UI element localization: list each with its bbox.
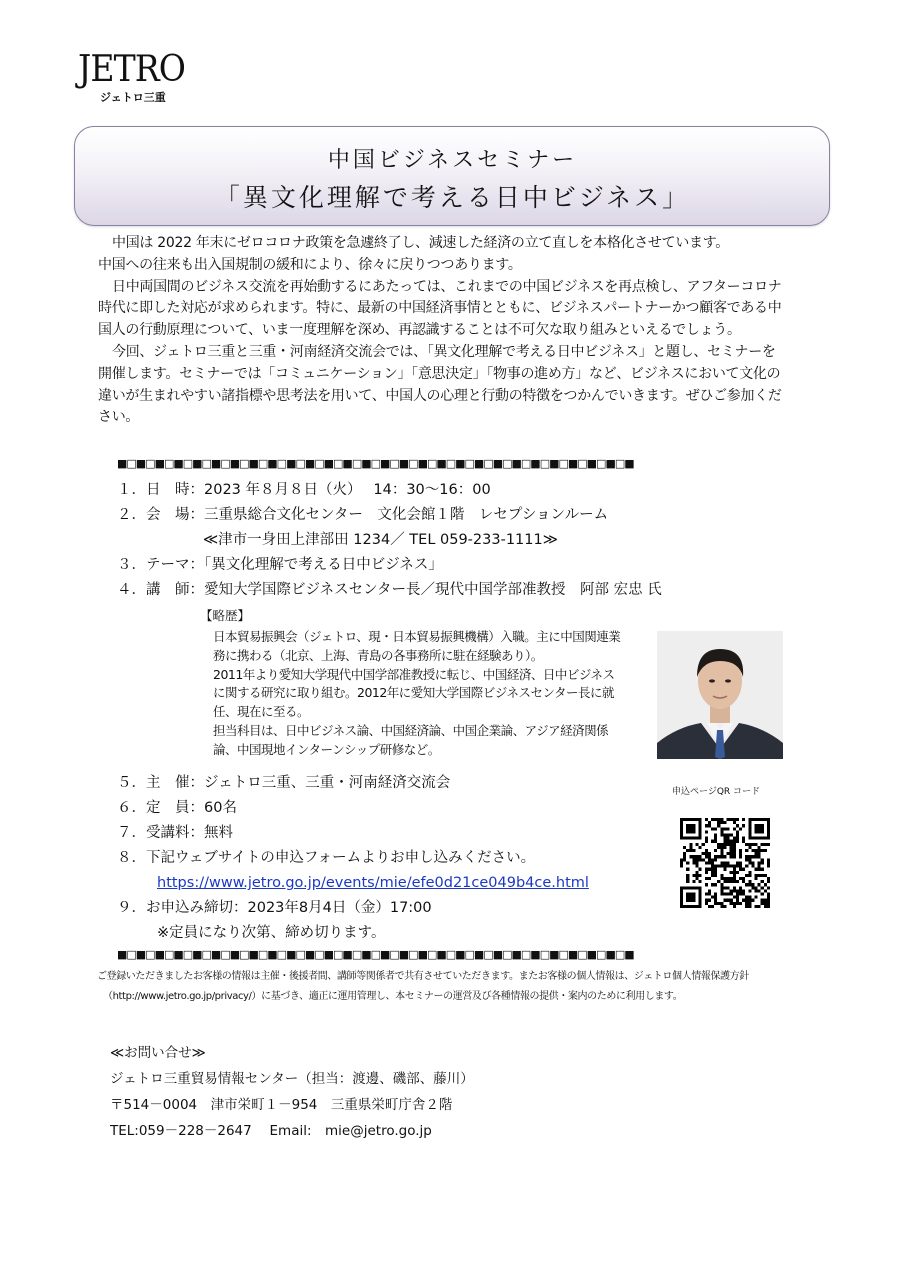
bio-paragraph: 2011年より愛知大学現代中国学部准教授に転じ、中国経済、日中ビジネスに関する研究に取り組む。2012年に愛知大学国際ビジネスセンター長に就任、現在に至る。: [213, 666, 615, 720]
contact-heading: ≪お問い合せ≫: [110, 1045, 206, 1061]
logo-subtitle: ジェトロ三重: [100, 91, 166, 104]
logo-wordmark: JETRO: [78, 49, 186, 90]
intro-paragraph: 日中両国間のビジネス交流を再始動するにあたっては、これまでの中国ビジネスを再点検し、アフターコロナ時代に即した対応が求められます。特に、最新の中国経済事情とともに、ビジネスパートナーかつ顧客である中国人の行動原理について、いま一度理解を深め、再認識することは不可欠な取り組みといえるでしょう。: [98, 278, 782, 339]
event-fee: ７．受講料：無料: [117, 825, 233, 841]
qr-label: 申込ページQR コード: [672, 787, 761, 797]
apply-deadline: ９．お申込み締切：2023年8月4日（金）17:00: [117, 900, 432, 916]
venue-address: ≪津市一身田上津部田 1234／ TEL 059-233-1111≫: [203, 532, 558, 548]
contact-address: 〒514－0004 津市栄町１－954 三重県栄町庁舎２階: [110, 1097, 453, 1113]
seminar-title: 中国ビジネスセミナー: [327, 148, 578, 173]
intro-paragraph: 中国への往来も出入国規制の緩和により、徐々に戻りつつあります。: [98, 256, 522, 273]
apply-instruction: ８．下記ウェブサイトの申込フォームよりお申し込みください。: [117, 850, 536, 866]
divider-top: ■□■□■□■□■□■□■□■□■□■□■□■□■□■□■□■□■□■□■□■□■□■□■□■□■□■□■□■: [117, 457, 634, 470]
event-organizer: ５．主 催：ジェトロ三重、三重・河南経済交流会: [117, 775, 451, 791]
registration-link[interactable]: https://www.jetro.go.jp/events/mie/efe0d21ce049b4ce.html: [157, 875, 589, 891]
notice-line: ご登録いただきましたお客様の情報は主催・後援者間、講師等関係者で共有させていただきます。またお客様の個人情報は、ジェトロ個人情報保護方針: [97, 971, 749, 982]
contact-tel-email: TEL:059－228－2647 Email: mie@jetro.go.jp: [110, 1123, 432, 1139]
lecturer-photo: [657, 631, 783, 759]
event-date: １．日 時：2023 年８月８日（火） 14：30～16：00: [117, 482, 491, 498]
jetro-logo: [78, 49, 194, 105]
privacy-notice: [97, 967, 817, 1007]
bio-paragraph: 日本貿易振興会（ジェトロ、現・日本貿易振興機構）入職。主に中国関連業務に携わる（北京、上海、青島の各事務所に駐在経験あり）。: [213, 629, 621, 663]
event-lecturer: ４．講 師：愛知大学国際ビジネスセンター長／現代中国学部准教授 阿部 宏忠 氏: [117, 582, 662, 598]
intro-paragraph: 中国は 2022 年末にゼロコロナ政策を急遽終了し、減速した経済の立て直しを本格化させています。: [112, 235, 730, 251]
contact-org: ジェトロ三重貿易情報センター（担当：渡邊、磯部、藤川）: [110, 1071, 474, 1087]
intro-text: [98, 233, 788, 429]
bio-heading: 【略歴】: [200, 608, 251, 623]
bio-paragraph: 担当科目は、日中ビジネス論、中国経済論、中国企業論、アジア経済関係論、中国現地インターンシップ研修など。: [213, 722, 609, 757]
event-venue: ２．会 場：三重県総合文化センター 文化会館１階 レセプションルーム: [117, 507, 609, 523]
contact-block: [110, 1040, 474, 1144]
event-theme: ３．テーマ：「異文化理解で考える日中ビジネス」: [117, 557, 443, 573]
seminar-subtitle: 「異文化理解で考える日中ビジネス」: [214, 183, 691, 212]
divider-bottom: ■□■□■□■□■□■□■□■□■□■□■□■□■□■□■□■□■□■□■□■□■□■□■□■□■□■□■□■: [117, 948, 634, 961]
lecturer-bio: [213, 628, 623, 760]
event-capacity: ６．定 員：60名: [117, 800, 237, 816]
deadline-note: ※定員になり次第、締め切ります。: [157, 925, 386, 941]
qr-code-icon[interactable]: [680, 818, 770, 912]
intro-paragraph: 今回、ジェトロ三重と三重・河南経済交流会では、「異文化理解で考える日中ビジネス」と題し、セミナーを開催します。セミナーでは「コミュニケーション」「意思決定」「物事の進め方」など、ビジネスにおいて文化の違いが生まれやすい諸指標や思考法を用いて、中国人の心理と行動の特徴をつかんでいきます。ぜひご参加ください。: [98, 343, 782, 426]
notice-line: （http://www.jetro.go.jp/privacy/）に基づき、適正に運用管理し、本セミナーの運営及び各種情報の提供・案内のために利用します。: [103, 991, 683, 1002]
